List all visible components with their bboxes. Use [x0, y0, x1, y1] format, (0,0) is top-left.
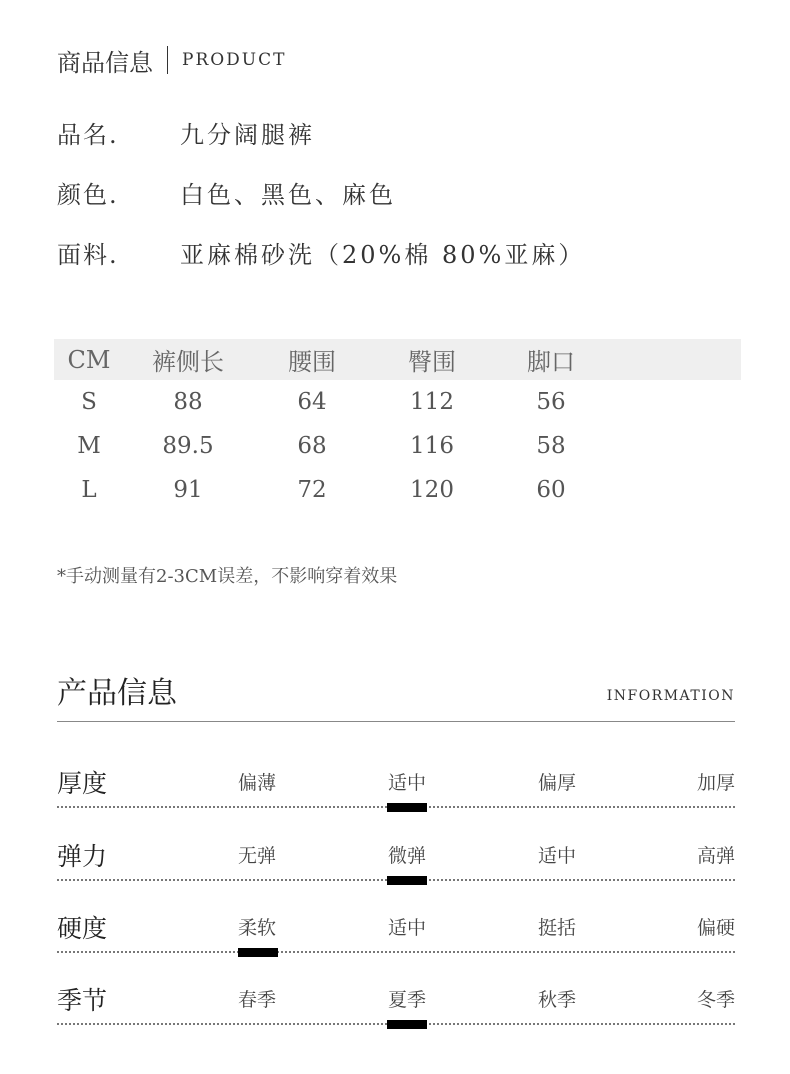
header-title-cn: 商品信息	[57, 48, 153, 77]
selected-marker	[387, 1020, 427, 1029]
size-header-cell: 腰围	[288, 348, 336, 376]
rating-option: 加厚	[696, 772, 735, 794]
rating-option: 柔软	[238, 917, 277, 939]
selected-marker	[387, 803, 427, 812]
rating-option: 偏薄	[238, 772, 277, 794]
size-cell: M	[77, 433, 101, 459]
rating-option: 无弹	[238, 845, 277, 867]
table-row	[54, 380, 741, 424]
rating-option: 冬季	[696, 989, 735, 1011]
rating-label: 厚度	[57, 769, 108, 798]
rating-option: 适中	[388, 917, 427, 939]
header-title-en: PRODUCT	[182, 50, 287, 70]
product-header	[57, 42, 286, 78]
size-cell: 58	[536, 433, 566, 459]
size-cell: L	[81, 477, 97, 503]
size-header-cell: 裤侧长	[152, 348, 224, 376]
rating-option: 秋季	[538, 989, 577, 1011]
rating-label: 季节	[57, 986, 108, 1015]
info-title: 产品信息	[57, 676, 177, 711]
table-row	[54, 468, 741, 512]
rating-option: 挺括	[538, 917, 577, 939]
dotted-scale-line	[57, 951, 735, 953]
spec-row-fabric	[57, 232, 585, 272]
selected-marker	[387, 876, 427, 885]
rating-row-elasticity	[57, 837, 735, 897]
info-title-en: INFORMATION	[606, 688, 735, 704]
size-cell: 64	[297, 389, 327, 415]
size-cell: 116	[410, 433, 454, 459]
size-cell: 89.5	[162, 433, 214, 459]
spec-value: 白色、黑色、麻色	[180, 180, 396, 209]
size-cell: 91	[173, 477, 203, 503]
spec-value: 亚麻棉砂洗（20%棉 80%亚麻）	[180, 240, 586, 269]
header-divider	[167, 46, 168, 74]
spec-key: 面料.	[57, 240, 119, 269]
info-divider	[57, 721, 735, 722]
size-cell: 56	[536, 389, 566, 415]
spec-value: 九分阔腿裤	[180, 120, 315, 149]
spec-row-color	[57, 172, 396, 212]
size-header-cell: 臀围	[408, 348, 456, 376]
size-cell: 72	[297, 477, 327, 503]
rating-option: 夏季	[388, 989, 427, 1011]
selected-marker	[238, 948, 278, 957]
rating-option: 偏硬	[696, 917, 735, 939]
rating-row-season	[57, 981, 735, 1041]
size-table-header	[54, 339, 741, 380]
size-cell: 60	[536, 477, 566, 503]
rating-option: 高弹	[696, 845, 735, 867]
size-header-cell: 脚口	[527, 348, 575, 376]
rating-label: 弹力	[57, 842, 108, 871]
size-cell: 68	[297, 433, 327, 459]
spec-key: 颜色.	[57, 180, 119, 209]
rating-option: 微弹	[388, 845, 427, 867]
rating-row-hardness	[57, 909, 735, 969]
size-cell: 88	[173, 389, 203, 415]
size-cell: S	[81, 389, 97, 415]
rating-option: 适中	[538, 845, 577, 867]
measurement-note: *手动测量有2-3CM误差，不影响穿着效果	[57, 566, 398, 587]
size-cell: 120	[410, 477, 454, 503]
spec-row-name	[57, 112, 315, 152]
rating-row-thickness	[57, 764, 735, 824]
rating-option: 适中	[388, 772, 427, 794]
rating-label: 硬度	[57, 914, 108, 943]
spec-key: 品名.	[57, 120, 119, 149]
size-header-cell: CM	[67, 345, 111, 374]
table-row	[54, 424, 741, 468]
size-table	[54, 339, 741, 512]
size-cell: 112	[410, 389, 454, 415]
rating-option: 春季	[238, 989, 277, 1011]
rating-option: 偏厚	[538, 772, 577, 794]
